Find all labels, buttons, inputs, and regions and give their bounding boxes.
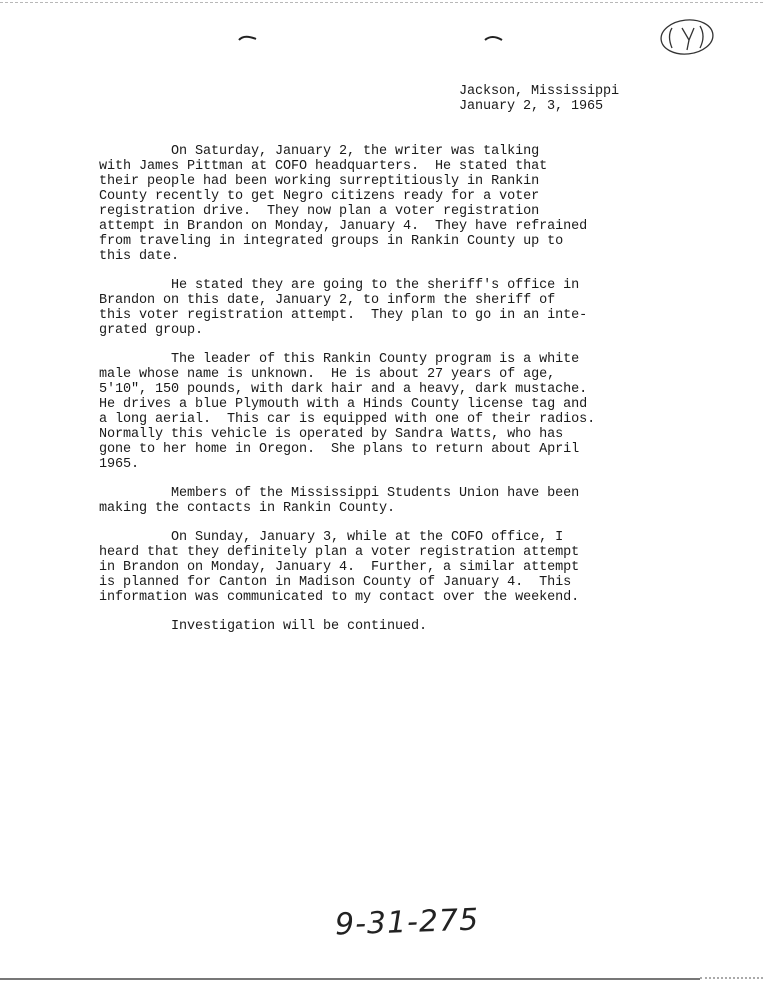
memo-body [99, 144, 659, 648]
handwritten-file-number: 9-31-275 [334, 902, 480, 943]
paragraph-3: The leader of this Rankin County program is a white male whose name is unknown. He is about 27 years of age, 5'10", 150 pounds, with dark hair and a heavy, dark mustache. He drives a blue Plymouth with a Hinds County license tag and a long aerial. This car is equipped with one of their radios. Normally this vehicle is operated by Sandra Watts, who has gone to her home in Oregon. She plans to return about April 1965. [99, 352, 596, 472]
bottom-edge-dots [700, 977, 763, 979]
date-line: January 2, 3, 1965 [459, 99, 604, 114]
paragraph-1: On Saturday, January 2, the writer was talking with James Pittman at COFO headquarters. He stated that their people had been working surreptitiously in Rankin County recently to get Negro citizens ready for a voter registration drive. They now plan a voter registration attempt in Brandon on Monday, January 4. They have refrained from traveling in integrated groups in Rankin County up to this date. [99, 144, 588, 264]
paragraph-6: Investigation will be continued. [99, 619, 428, 634]
top-edge-line [0, 2, 763, 3]
paragraph-2: He stated they are going to the sheriff's office in Brandon on this date, January 2, to inform the sheriff of this voter registration attempt. They plan to go in an inte- grated group. [99, 278, 588, 338]
bottom-edge-line [0, 978, 700, 980]
dateline [459, 84, 619, 114]
tick-mark-right [484, 34, 504, 42]
paragraph-4: Members of the Mississippi Students Union have been making the contacts in Rankin County. [99, 486, 580, 516]
paragraph-5: On Sunday, January 3, while at the COFO office, I heard that they definitely plan a voter registration attempt in Brandon on Monday, January 4. Further, a similar attempt is planned for Canton in Madison County of January 4. This information was communicated to my contact over the weekend. [99, 530, 580, 605]
location-line: Jackson, Mississippi [459, 84, 620, 99]
handwritten-circle-stamp [658, 16, 716, 56]
tick-mark-left [238, 34, 258, 42]
